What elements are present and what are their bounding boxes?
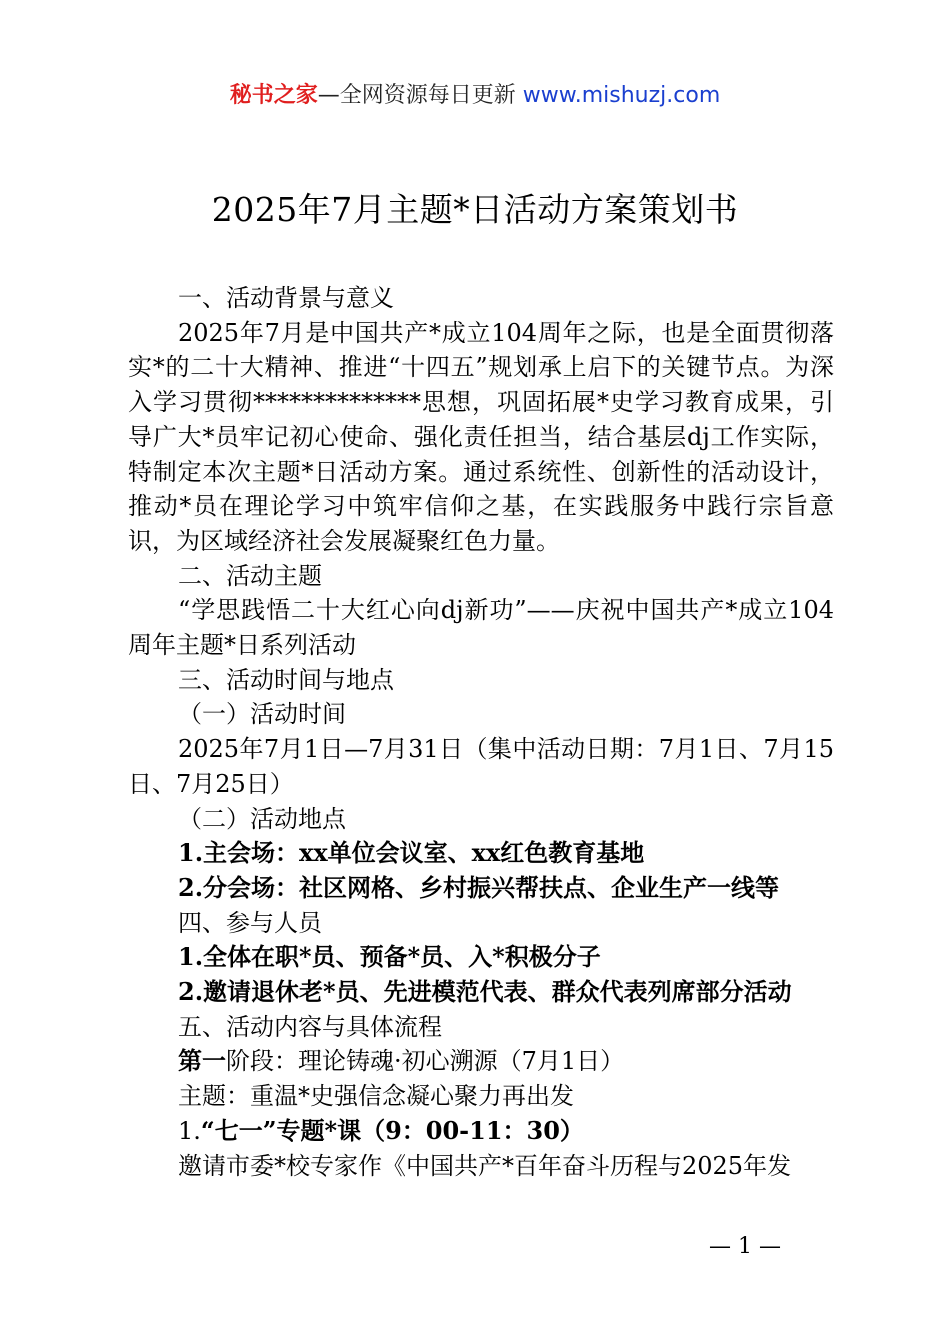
paragraph-lecture-detail: 邀请市委*校专家作《中国共产*百年奋斗历程与2025年发 [178, 1151, 792, 1180]
stage-one-rest: 阶段：理论铸魂·初心溯源（7月1日） [226, 1047, 625, 1076]
document-title: 2025年7月主题*日活动方案策划书 [211, 190, 739, 229]
header-brand: 秘书之家 [229, 83, 318, 108]
section-heading-theme: 二、活动主题 [178, 561, 322, 590]
list-item-participants-2: 2.邀请退休老*员、先进模范代表、群众代表列席部分活动 [178, 977, 792, 1007]
stage-one-topic: 主题：重温*史强信念凝心聚力再出发 [178, 1082, 574, 1111]
item-party-lecture [128, 1114, 834, 1149]
section-heading-time-place: 三、活动时间与地点 [178, 665, 394, 694]
section-heading-content: 五、活动内容与具体流程 [178, 1012, 442, 1041]
item-party-lecture-title: “七一”专题*课（9：00-11：30） [200, 1115, 584, 1145]
site-header [0, 80, 950, 112]
section-heading-participants: 四、参与人员 [178, 908, 322, 937]
stage-one-heading [128, 1044, 834, 1079]
header-website: www.mishuzj.com [515, 83, 721, 108]
paragraph-time: 2025年7月1日—7月31日（集中活动日期：7月1日、7月15日、7月25日） [128, 735, 834, 798]
paragraph-background: 2025年7月是中国共产*成立104周年之际，也是全面贯彻落实*的二十大精神、推进“十四五”规划承上启下的关键节点。为深入学习贯彻**************思想，巩固拓展*史学习教育成果，引导广大*员牢记初心使命、强化责任担当，结合基层dj工作实际，特制定本次主题*日活动方案。通过系统性、创新性的活动设计，推动*员在理论学习中筑牢信仰之基，在实践服务中践行宗旨意识，为区域经济社会发展凝聚红色力量。 [128, 318, 834, 555]
list-item-sub-venue: 2.分会场：社区网格、乡村振兴帮扶点、企业生产一线等 [178, 872, 780, 902]
list-item-participants-1: 1.全体在职*员、预备*员、入*积极分子 [178, 942, 601, 972]
stage-one-lead: 第一 [178, 1046, 226, 1076]
section-heading-background: 一、活动背景与意义 [178, 284, 394, 312]
subheading-place: （二）活动地点 [178, 804, 346, 833]
subheading-time: （一）活动时间 [178, 700, 346, 729]
list-item-main-venue: 1.主会场：xx单位会议室、xx红色教育基地 [178, 838, 645, 868]
header-slogan: —全网资源每日更新 [317, 83, 516, 108]
paragraph-theme: “学思践悟二十大红心向dj新功”——庆祝中国共产*成立104周年主题*日系列活动 [128, 596, 834, 660]
item-number: 1. [178, 1116, 201, 1145]
document-body [128, 281, 834, 1183]
page-number: — 1 — [709, 1234, 781, 1259]
